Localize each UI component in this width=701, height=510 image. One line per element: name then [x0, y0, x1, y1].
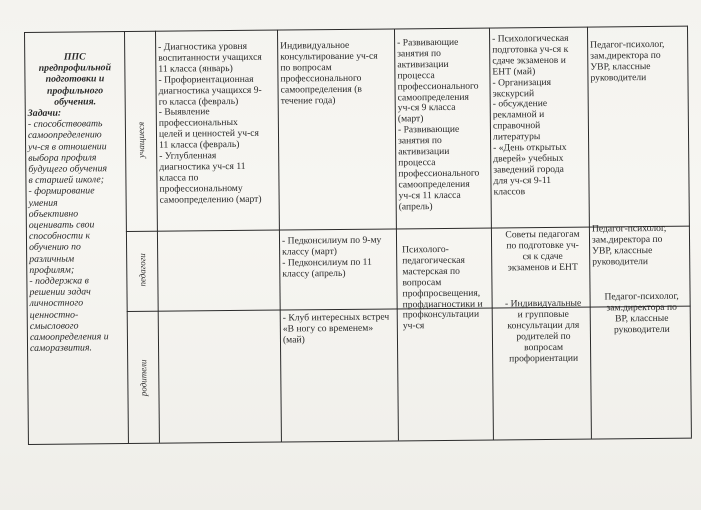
cell-development-students — [397, 38, 491, 213]
text-line: Педагог-психолог, — [604, 290, 679, 303]
text-line: УВР, классные — [592, 244, 653, 257]
cell-responsible-parents — [593, 292, 691, 337]
text-line: объективно — [28, 208, 79, 220]
text-line: классу (март) — [282, 245, 337, 258]
text-line: родителей по — [516, 330, 571, 343]
text-line: - Профориентационная — [158, 73, 254, 86]
cell-diagnostics-teachers — [160, 235, 278, 236]
text-line: консультации для — [507, 319, 580, 332]
text-line: Педагог-психолог, — [590, 38, 665, 51]
text-line: - обсуждение — [492, 98, 548, 110]
row-label-students: учащиеся — [135, 121, 147, 159]
text-line: руководители — [592, 255, 649, 268]
cell-consulting-teachers — [282, 235, 394, 280]
text-line: самоопределения и — [29, 331, 109, 344]
text-line: процесса — [398, 157, 436, 169]
text-line: консультирование уч-ся — [280, 50, 378, 63]
text-line: - Психологическая — [492, 32, 569, 45]
text-line: процесса — [397, 69, 435, 82]
text-line: диагностика учащихся 9- — [158, 84, 262, 97]
text-line: для уч-ся 9-11 — [493, 174, 552, 187]
text-line: течение года) — [280, 94, 336, 107]
text-line: Психолого- — [402, 243, 449, 256]
text-line: справочной — [492, 120, 541, 132]
text-line: - Педконсилиум по 11 — [282, 256, 372, 269]
text-line: профконсультации — [402, 309, 480, 321]
text-line: руководители — [613, 323, 670, 336]
text-line: зам.директора по — [591, 233, 663, 246]
text-line: саморазвития. — [29, 342, 92, 355]
text-line: литературы — [492, 131, 541, 143]
text-line: педагогическая — [402, 254, 465, 267]
text-line: - Индивидуальные — [504, 297, 582, 310]
text-line: профильного — [46, 84, 104, 97]
text-line: профпросвещения, — [402, 287, 481, 300]
text-line: смыслового — [29, 320, 79, 332]
text-line: Советы педагогам — [505, 228, 580, 241]
text-line: классу (апрель) — [282, 267, 346, 280]
text-line: экскурсий — [492, 87, 535, 100]
text-line: - формирование — [28, 185, 95, 198]
text-line: профессионального — [280, 72, 362, 85]
row-label-parents: родители — [138, 359, 149, 397]
text-line: занятия по — [397, 47, 441, 60]
text-line: - Диагностика уровня — [158, 40, 248, 53]
column-divider — [124, 31, 129, 443]
text-line: активизации — [398, 145, 450, 158]
text-line: экзаменов и ЕНТ — [507, 261, 578, 274]
text-line: профилям; — [29, 264, 75, 276]
text-line: уч-ся 11 класса — [398, 189, 461, 202]
text-line: 11 класса (январь) — [158, 62, 233, 75]
text-line: Педагог-психолог, — [591, 222, 667, 235]
text-line: выбора профиля — [28, 152, 97, 164]
text-line: - Выявление — [158, 106, 210, 119]
cell-diagnostics-parents — [161, 315, 279, 316]
text-line: самоопределению — [27, 129, 102, 142]
text-line: профессиональных — [158, 117, 238, 130]
text-line: активизации — [397, 58, 449, 71]
text-line: уч-ся в отношении — [28, 140, 107, 153]
cell-consulting-parents — [283, 312, 395, 346]
text-line: по вопросам — [280, 61, 332, 74]
cell-development-teachers — [402, 244, 495, 332]
cell-responsible-teachers — [592, 224, 690, 269]
text-line: УВР, классные — [590, 60, 651, 73]
work-plan-table — [24, 26, 692, 444]
cell-consulting-students — [280, 40, 393, 107]
text-line: обучению по — [29, 241, 81, 254]
text-line: умения — [28, 197, 58, 209]
text-line: рекламной и — [492, 109, 545, 121]
text-line: ЕНТ (май) — [492, 65, 536, 78]
text-line: го класса (февраль) — [158, 95, 239, 108]
text-line: вопросам — [402, 276, 442, 289]
text-line: мастерская по — [402, 265, 460, 278]
text-line: класса по — [159, 172, 199, 184]
text-line: целей и ценностей уч-ся — [158, 127, 259, 140]
text-line: зам.директора по — [606, 301, 677, 314]
program-title — [27, 51, 123, 108]
text-line: диагностика уч-ся 11 — [159, 160, 246, 173]
text-line: сдаче экзаменов и — [492, 54, 566, 67]
program-description — [27, 51, 125, 354]
tasks-label: Задачи: — [27, 107, 62, 119]
text-line: самоопределения — [398, 178, 470, 191]
text-line: (март) — [397, 113, 424, 125]
text-line: - Развивающие — [397, 124, 460, 136]
text-line: предпрофильной — [38, 62, 112, 75]
text-line: руководители — [590, 71, 647, 84]
text-line: - способствовать — [27, 118, 103, 131]
text-line: профдиагностики и — [402, 298, 483, 310]
text-line: (май) — [282, 334, 305, 346]
text-line: 11 класса (февраль) — [159, 139, 240, 151]
text-line: занятия по — [398, 135, 442, 147]
text-line: - Организация — [492, 76, 552, 89]
text-line: по подготовке уч- — [506, 239, 579, 252]
text-line: в старшей школе; — [28, 174, 105, 187]
text-line: уч-ся 9 класса — [397, 102, 456, 114]
text-line: самоопределения — [397, 91, 469, 103]
cell-education-students — [492, 34, 589, 198]
text-line: - Развивающие — [397, 36, 459, 49]
text-line: подготовки и — [45, 73, 105, 86]
text-line: профессиональному — [159, 182, 243, 195]
text-line: - Клуб интересных встреч — [282, 311, 390, 324]
text-line: самоопределения (в — [280, 83, 362, 96]
text-line: будущего обучения — [28, 163, 108, 175]
cell-diagnostics-students — [158, 42, 278, 207]
text-line: личностного — [29, 297, 84, 310]
text-line: ся к сдаче — [522, 250, 563, 263]
text-line: - Углубленная — [159, 150, 217, 162]
tasks-list — [28, 118, 125, 354]
text-line: «В ногу со временем» — [282, 322, 374, 335]
text-line: различным — [29, 253, 75, 265]
cell-responsible-students — [590, 40, 688, 85]
text-line: зам.директора по — [590, 49, 661, 62]
cell-education-parents — [497, 299, 591, 365]
cell-education-teachers — [496, 230, 589, 275]
text-line: ППС — [63, 51, 86, 63]
text-line: дверей» учебных — [493, 152, 564, 165]
text-line: оценивать свои — [28, 219, 95, 232]
text-line: решении задач — [29, 286, 91, 299]
text-line: Индивидуальное — [280, 39, 350, 52]
text-line: воспитанности учащихся — [158, 51, 262, 64]
text-line: и групповые — [517, 308, 569, 321]
text-line: профессионального — [398, 167, 480, 180]
text-line: профориентации — [509, 352, 579, 364]
text-line: - поддержка в — [29, 275, 89, 288]
text-line: подготовка уч-ся к — [492, 43, 569, 56]
text-line: ВР, классные — [615, 312, 669, 325]
text-line: самоопределению (март) — [159, 193, 262, 206]
text-line: профессионального — [397, 80, 479, 93]
text-line: - «День открытых — [493, 141, 567, 154]
text-line: ценностно- — [29, 309, 79, 321]
text-line: (апрель) — [398, 200, 433, 213]
text-line: классов — [493, 185, 526, 198]
text-line: - Педконсилиум по 9-му — [281, 234, 382, 247]
text-line: способности к — [28, 230, 91, 243]
text-line: заведений города — [493, 163, 564, 176]
text-line: вопросам — [524, 341, 564, 353]
row-label-teachers: педагоги — [137, 253, 148, 287]
text-line: обучения. — [54, 96, 97, 108]
text-line: уч-ся — [402, 320, 425, 332]
